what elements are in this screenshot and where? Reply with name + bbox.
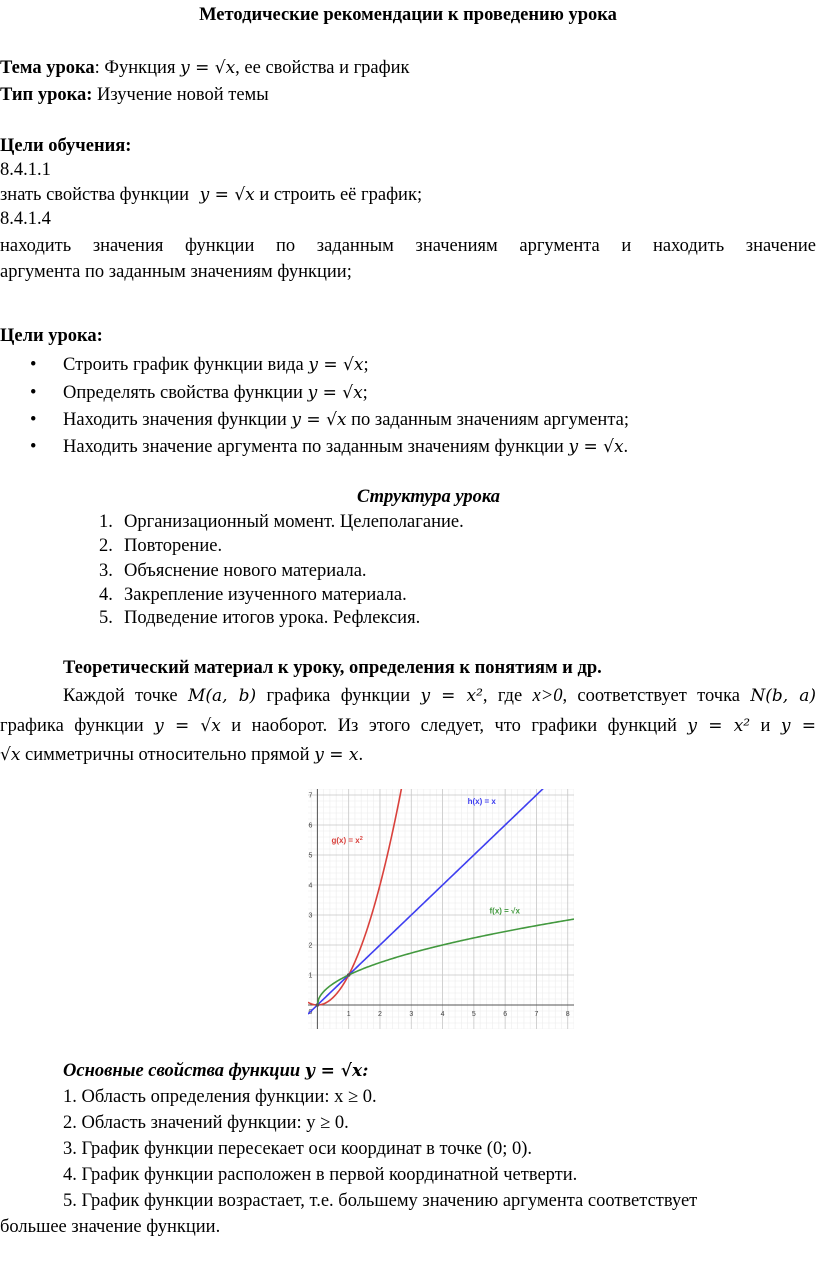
structure-item-number: 4.	[99, 585, 113, 605]
structure-item-text: Повторение.	[124, 536, 223, 556]
theory-formula: N(b, a)	[750, 686, 816, 706]
property-item: 1. Область определения функции: x ≥ 0.	[63, 1087, 377, 1107]
goal-2-line-1: находить значения функции по заданным значениям аргумента и находить значение	[0, 236, 816, 256]
property-item: 4. График функции расположен в первой координатной четверти.	[63, 1165, 578, 1185]
lesson-goal-text: Строить график функции вида	[63, 355, 309, 375]
structure-item-text: Объяснение нового материала.	[124, 561, 367, 581]
x-tick-label: 4	[440, 1011, 445, 1018]
theory-text: графика функции	[256, 686, 421, 706]
goal-2-line-2: аргумента по заданным значениям функции;	[0, 262, 352, 282]
topic-label: Тема урока	[0, 58, 95, 78]
x-tick-label: 5	[471, 1011, 476, 1018]
goal-1-formula: y = √x	[199, 185, 255, 205]
theory-text: , соответствует точка	[562, 686, 751, 706]
structure-item-number: 2.	[99, 536, 113, 556]
theory-formula: y = x	[314, 745, 359, 765]
lesson-type-text: Изучение новой темы	[92, 85, 269, 105]
lesson-goal-text: Определять свойства функции	[63, 383, 308, 403]
topic-text-after: , ее свойства и график	[235, 58, 410, 78]
goal-code-2: 8.4.1.4	[0, 209, 51, 229]
x-tick-label: 3	[409, 1011, 414, 1018]
property-item-continuation: большее значение функции.	[0, 1217, 221, 1237]
goal-1-after: и строить её график;	[254, 185, 423, 205]
lesson-goal-text: Находить значение аргумента по заданным значениям функции	[63, 437, 569, 457]
x-tick-label: 8	[565, 1011, 570, 1018]
theory-text: и	[750, 716, 781, 736]
properties-heading-formula: y = √x:	[304, 1061, 369, 1081]
structure-item-number: 1.	[99, 512, 113, 532]
theory-text: графика функции	[0, 716, 155, 736]
x-tick-label: 1	[346, 1011, 351, 1018]
theory-formula: y = x²	[420, 686, 483, 706]
y-tick-label: 1	[308, 972, 313, 980]
origin-label: 0	[308, 1009, 313, 1016]
theory-condition: x>0	[532, 686, 563, 706]
y-tick-label: 4	[308, 882, 313, 890]
goal-code-1: 8.4.1.1	[0, 160, 51, 180]
properties-heading-text: Основные свойства функции	[63, 1061, 305, 1081]
lesson-goal-formula: y = √x	[307, 383, 363, 403]
lesson-goal-after: ;	[363, 355, 369, 375]
y-tick-label: 3	[308, 912, 313, 920]
theory-text: Каждой точке	[63, 686, 188, 706]
lesson-goal-after: ;	[362, 383, 368, 403]
theory-text: .	[358, 745, 364, 765]
function-graph	[308, 789, 574, 1029]
topic-line	[0, 57, 410, 79]
theory-formula: M(a, b)	[187, 686, 257, 706]
properties-heading	[63, 1060, 368, 1082]
theory-heading: Теоретический материал к уроку, определения к понятиям и др.	[63, 658, 602, 678]
bullet: •	[30, 355, 37, 375]
lesson-goal-text: Находить значения функции	[63, 410, 292, 430]
y-tick-label: 6	[308, 822, 313, 830]
theory-line-3	[0, 744, 363, 766]
topic-formula: y = √x	[180, 58, 236, 78]
property-item: 5. График функции возрастает, т.е. большему значению аргумента соответствует	[63, 1191, 698, 1211]
x-tick-label: 2	[378, 1011, 382, 1018]
topic-text-before: : Функция	[94, 58, 181, 78]
theory-formula: y = x²	[687, 716, 751, 736]
series-label: $g(x) = x^2$	[331, 836, 363, 845]
goal-1-text: знать свойства функции	[0, 185, 194, 205]
lesson-goal-after: .	[623, 437, 629, 457]
page-title: Методические рекомендации к проведению урока	[199, 5, 617, 25]
theory-text: симметричны относительно прямой	[20, 745, 315, 765]
lesson-type-label: Тип урока:	[0, 85, 93, 105]
theory-formula: y = √x	[154, 716, 221, 736]
series-label: h(x) = x	[467, 797, 496, 806]
lesson-goal-after: по заданным значениям аргумента;	[346, 410, 629, 430]
bullet: •	[30, 437, 37, 457]
lesson-goal-formula: y = √x	[308, 355, 364, 375]
bullet: •	[30, 383, 37, 403]
lesson-goals-heading: Цели урока:	[0, 326, 103, 346]
lesson-type-line	[0, 84, 269, 106]
property-item: 3. График функции пересекает оси координат в точке (0; 0).	[63, 1139, 533, 1159]
learning-goals-heading: Цели обучения:	[0, 136, 132, 156]
theory-line-1	[63, 685, 816, 707]
theory-formula: √x	[0, 745, 21, 765]
property-item: 2. Область значений функции: y ≥ 0.	[63, 1113, 349, 1133]
series-label: f(x) = √x	[489, 906, 520, 916]
structure-item-text: Закрепление изученного материала.	[124, 585, 407, 605]
data-point	[347, 973, 351, 977]
structure-heading: Структура урока	[357, 487, 500, 507]
data-point	[316, 1003, 320, 1007]
theory-text: и наоборот. Из этого следует, что графики функций	[220, 716, 688, 736]
theory-text: , где	[482, 686, 533, 706]
lesson-goal-formula: y = √x	[291, 410, 347, 430]
theory-formula: y =	[780, 716, 816, 736]
series-label-superscript: 2	[359, 836, 363, 842]
y-tick-label: 7	[308, 792, 313, 800]
lesson-goal-formula: y = √x	[568, 437, 624, 457]
goal-1	[0, 184, 422, 206]
x-tick-label: 6	[503, 1011, 508, 1018]
structure-item-number: 3.	[99, 561, 113, 581]
bullet: •	[30, 410, 37, 430]
structure-item-number: 5.	[99, 608, 113, 628]
structure-item-text: Организационный момент. Целеполагание.	[124, 512, 464, 532]
theory-line-2	[0, 715, 816, 737]
x-tick-label: 7	[534, 1011, 539, 1018]
structure-item-text: Подведение итогов урока. Рефлексия.	[124, 608, 421, 628]
y-tick-label: 2	[308, 942, 313, 950]
y-tick-label: 5	[308, 852, 313, 860]
